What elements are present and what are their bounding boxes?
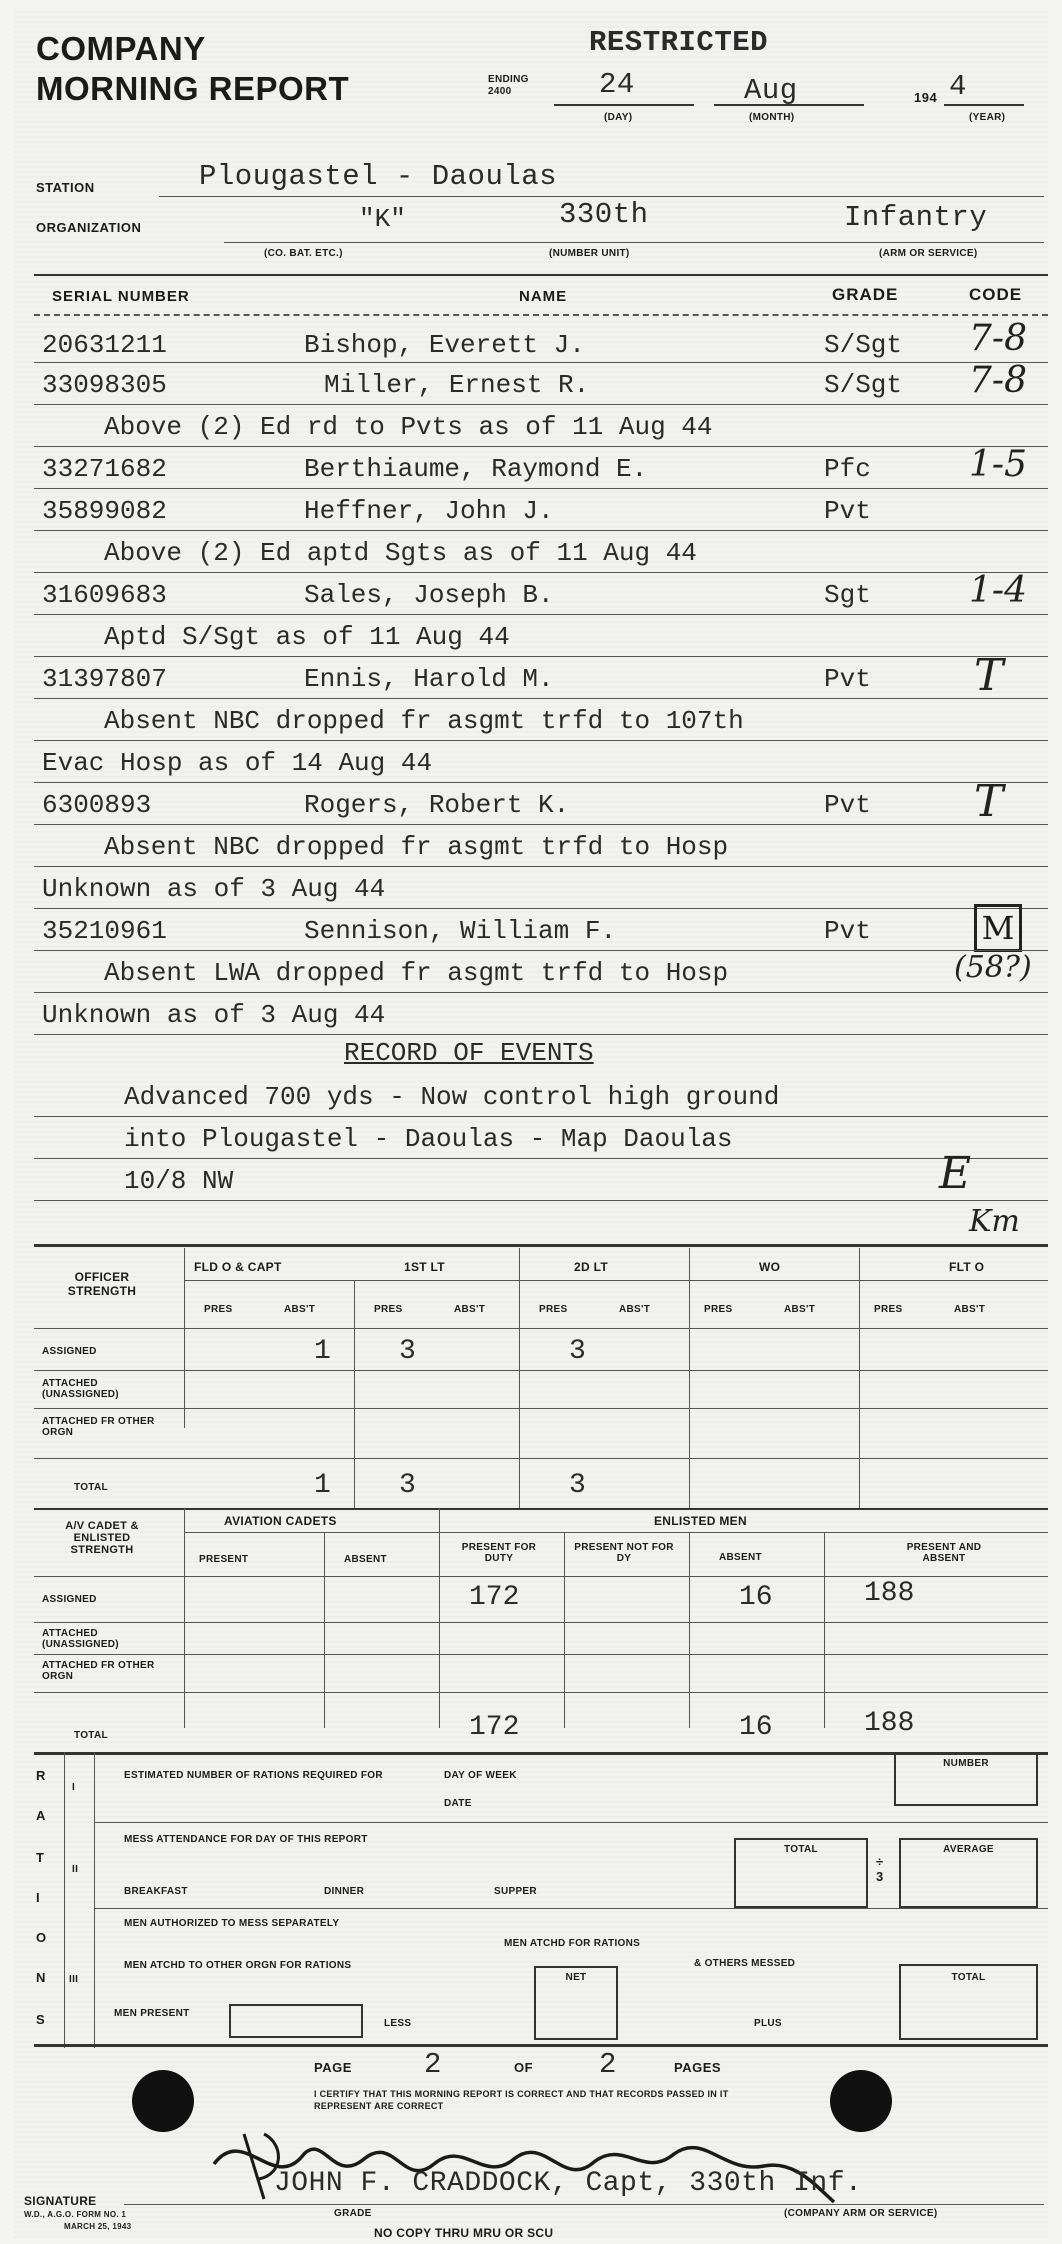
entry-serial: 33098305 (42, 370, 167, 400)
less-label: LESS (384, 2018, 412, 2029)
form-date: MARCH 25, 1943 (64, 2222, 132, 2231)
men-present-label: MEN PRESENT (114, 2008, 190, 2019)
org-caption: (COMPANY ARM OR SERVICE) (784, 2208, 938, 2219)
entry-code-box: M (974, 904, 1022, 952)
entry-code: T (974, 650, 1004, 701)
record-of-events-heading: RECORD OF EVENTS (344, 1038, 594, 1068)
entry-name: Miller, Ernest R. (324, 370, 590, 400)
officer-group-2: 1ST LT (404, 1260, 445, 1274)
entry-serial: 35210961 (42, 916, 167, 946)
grade-label: GRADE (334, 2208, 372, 2219)
officer-subcol: PRES (374, 1304, 403, 1315)
rations-letter: I (36, 1890, 41, 1905)
enlisted-strength-label: A/V CADET & ENLISTED STRENGTH (65, 1520, 139, 1556)
event-line-2: into Plougastel - Daoulas - Map Daoulas (124, 1124, 733, 1154)
entry-name: Heffner, John J. (304, 496, 554, 526)
entry-code: (58?) (954, 950, 1032, 985)
officer-assigned-fld-abs: 1 (314, 1336, 331, 1367)
officer-assigned-2lt-pres: 3 (569, 1336, 586, 1367)
officer-subcol: ABS'T (619, 1304, 651, 1315)
officer-subcol: PRES (704, 1304, 733, 1315)
officer-subcol: ABS'T (954, 1304, 986, 1315)
enlisted-row-attached-other: ATTACHED FR OTHER ORGN (42, 1660, 155, 1682)
grade-header: GRADE (832, 285, 899, 304)
signer-name: JOHN F. CRADDOCK, Capt, 330th Inf. (274, 2168, 863, 2199)
average-box (899, 1838, 1038, 1908)
page-label: PAGE (314, 2060, 352, 2075)
entry-grade: S/Sgt (824, 370, 903, 400)
punch-hole-left (132, 2070, 194, 2132)
entry-note: Unknown as of 3 Aug 44 (42, 1000, 386, 1030)
page-number: 2 (424, 2048, 442, 2081)
aviation-cadets-label: AVIATION CADETS (224, 1514, 337, 1528)
enl-col: ABSENT (719, 1552, 762, 1563)
rations-letter: T (36, 1850, 45, 1865)
organization-regiment: 330th (559, 198, 649, 231)
officer-row-assigned: ASSIGNED (42, 1346, 97, 1357)
entry-serial: 31397807 (42, 664, 167, 694)
rations-letter: R (36, 1768, 46, 1783)
entry-grade: Sgt (824, 580, 871, 610)
arm-caption: (ARM OR SERVICE) (879, 248, 978, 259)
rations-total-label: TOTAL (951, 1972, 986, 1983)
entry-serial: 20631211 (42, 330, 167, 360)
officer-subcol: ABS'T (284, 1304, 316, 1315)
rations-letter: A (36, 1808, 46, 1823)
form-number: W.D., A.G.O. FORM NO. 1 (24, 2210, 127, 2219)
entry-name: Sales, Joseph B. (304, 580, 554, 610)
entry-serial: 33271682 (42, 454, 167, 484)
officer-group-1: FLD O & CAPT (194, 1260, 282, 1274)
enl-col: ABSENT (344, 1554, 387, 1565)
dinner-label: DINNER (324, 1886, 365, 1897)
signature-label: SIGNATURE (24, 2194, 97, 2208)
officer-total-2lt-pres: 3 (569, 1470, 586, 1501)
classification-stamp: RESTRICTED (589, 26, 769, 59)
officer-assigned-1lt-pres: 3 (399, 1336, 416, 1367)
certification-text: I CERTIFY THAT THIS MORNING REPORT IS CORRECT AND THAT RECORDS PASSED IN IT REPRESENT ARE CORRECT (314, 2089, 729, 2111)
entry-grade: Pfc (824, 454, 871, 484)
enl-col: PRESENT NOT FOR DY (574, 1542, 674, 1564)
rations-section-1: I (72, 1782, 76, 1793)
entry-code: 1-5 (969, 444, 1027, 485)
estimated-rations-label: ESTIMATED NUMBER OF RATIONS REQUIRED FOR (124, 1770, 383, 1781)
number-label: NUMBER (943, 1758, 989, 1769)
officer-subcol: PRES (204, 1304, 233, 1315)
entry-note: Absent NBC dropped fr asgmt trfd to Hosp (104, 832, 729, 862)
event-initials: E (939, 1148, 972, 1199)
enl-assigned-present-duty: 172 (469, 1582, 520, 1613)
officer-subcol: PRES (874, 1304, 903, 1315)
officer-group-5: FLT O (949, 1260, 985, 1274)
entry-code: T (974, 776, 1004, 827)
date-label: DATE (444, 1798, 472, 1809)
entry-name: Bishop, Everett J. (304, 330, 585, 360)
entry-serial: 31609683 (42, 580, 167, 610)
enl-assigned-total: 188 (864, 1578, 915, 1609)
entry-note: Absent NBC dropped fr asgmt trfd to 107th (104, 706, 744, 736)
officer-group-4: WO (759, 1260, 781, 1274)
entry-serial: 6300893 (42, 790, 152, 820)
officer-total-fld-abs: 1 (314, 1470, 331, 1501)
men-present-box (229, 2004, 363, 2038)
entry-name: Ennis, Harold M. (304, 664, 554, 694)
report-year: 4 (949, 70, 967, 103)
pages-label: PAGES (674, 2060, 722, 2075)
enlisted-row-total: TOTAL (74, 1730, 108, 1741)
entry-grade: S/Sgt (824, 330, 903, 360)
regiment-caption: (NUMBER UNIT) (549, 248, 630, 259)
atchd-for-rations-label: MEN ATCHD FOR RATIONS (504, 1938, 641, 1949)
name-header: NAME (519, 288, 568, 305)
event-line-1: Advanced 700 yds - Now control high ground (124, 1082, 780, 1112)
rations-total-box (899, 1964, 1038, 2040)
enl-total-present-absent: 188 (864, 1708, 915, 1739)
entry-code: 1-4 (969, 570, 1027, 611)
officer-row-attached: ATTACHED (UNASSIGNED) (42, 1378, 119, 1400)
plus-label: PLUS (754, 2018, 782, 2029)
officer-group-3: 2D LT (574, 1260, 608, 1274)
divide-by-three: ÷ 3 (876, 1854, 884, 1884)
year-caption: (YEAR) (969, 112, 1006, 123)
entry-code: 7-8 (969, 360, 1027, 401)
report-day: 24 (599, 68, 635, 101)
of-label: OF (514, 2060, 534, 2075)
officer-total-1lt-pres: 3 (399, 1470, 416, 1501)
entry-name: Sennison, William F. (304, 916, 617, 946)
organization-arm: Infantry (844, 201, 988, 234)
total-label: TOTAL (784, 1844, 818, 1855)
rations-letter: S (36, 2012, 46, 2027)
entry-note: Above (2) Ed rd to Pvts as of 11 Aug 44 (104, 412, 713, 442)
event-line-3: 10/8 NW (124, 1166, 234, 1196)
enlisted-row-assigned: ASSIGNED (42, 1594, 97, 1605)
attached-other-label: MEN ATCHD TO OTHER ORGN FOR RATIONS (124, 1960, 352, 1971)
authorized-mess-label: MEN AUTHORIZED TO MESS SEPARATELY (124, 1918, 340, 1929)
month-caption: (MONTH) (749, 112, 795, 123)
entry-grade: Pvt (824, 916, 871, 946)
code-header: CODE (969, 285, 1023, 304)
serial-number-header: SERIAL NUMBER (52, 288, 190, 305)
entry-note: Unknown as of 3 Aug 44 (42, 874, 386, 904)
rations-letter: N (36, 1970, 46, 1985)
organization-unit: "K" (359, 204, 406, 234)
day-of-week-label: DAY OF WEEK (444, 1770, 517, 1781)
year-prefix: 194 (914, 90, 938, 105)
others-messed-label: & OTHERS MESSED (694, 1958, 796, 1969)
officer-row-total: TOTAL (74, 1482, 108, 1493)
rations-section-2: II (72, 1864, 79, 1875)
entry-grade: Pvt (824, 664, 871, 694)
enl-col: PRESENT (199, 1554, 249, 1565)
bottom-note: NO COPY THRU MRU OR SCU (374, 2226, 554, 2240)
net-box (534, 1966, 618, 2040)
officer-strength-label: OFFICER STRENGTH (67, 1270, 137, 1298)
form-title-line2: MORNING REPORT (36, 70, 350, 107)
average-label: AVERAGE (943, 1844, 994, 1855)
entry-note: Aptd S/Sgt as of 11 Aug 44 (104, 622, 510, 652)
enl-assigned-absent: 16 (739, 1582, 773, 1613)
station-label: STATION (36, 180, 95, 195)
event-mark: Km (969, 1204, 1020, 1239)
pages-number: 2 (599, 2048, 617, 2081)
entry-note: Absent LWA dropped fr asgmt trfd to Hosp (104, 958, 729, 988)
form-title-line1: COMPANY (36, 30, 206, 67)
breakfast-label: BREAKFAST (124, 1886, 188, 1897)
entry-grade: Pvt (824, 496, 871, 526)
morning-report-form (14, 8, 1048, 2238)
entry-code: 7-8 (969, 318, 1027, 359)
entry-serial: 35899082 (42, 496, 167, 526)
station-value: Plougastel - Daoulas (199, 160, 558, 193)
officer-subcol: ABS'T (454, 1304, 486, 1315)
entry-name: Rogers, Robert K. (304, 790, 570, 820)
number-box (894, 1752, 1038, 1806)
net-label: NET (565, 1972, 587, 1983)
enl-total-absent: 16 (739, 1712, 773, 1743)
supper-label: SUPPER (494, 1886, 537, 1897)
rations-letter: O (36, 1930, 47, 1945)
officer-subcol: ABS'T (784, 1304, 816, 1315)
day-caption: (DAY) (604, 112, 633, 123)
officer-row-attached-other: ATTACHED FR OTHER ORGN (42, 1416, 155, 1438)
entry-note: Above (2) Ed aptd Sgts as of 11 Aug 44 (104, 538, 697, 568)
total-box (734, 1838, 868, 1908)
rations-section-3: III (69, 1974, 79, 1985)
entry-name: Berthiaume, Raymond E. (304, 454, 648, 484)
enl-col: PRESENT FOR DUTY (461, 1542, 537, 1564)
officer-subcol: PRES (539, 1304, 568, 1315)
organization-label: ORGANIZATION (36, 220, 142, 235)
enl-col: PRESENT AND ABSENT (906, 1542, 982, 1564)
report-month: Aug (744, 74, 798, 107)
enlisted-men-label: ENLISTED MEN (654, 1514, 747, 1528)
entry-note: Evac Hosp as of 14 Aug 44 (42, 748, 433, 778)
mess-attendance-label: MESS ATTENDANCE FOR DAY OF THIS REPORT (124, 1834, 368, 1845)
ending-label: ENDING 2400 (488, 74, 529, 97)
unit-caption: (CO. BAT. ETC.) (264, 248, 343, 259)
enlisted-row-attached: ATTACHED (UNASSIGNED) (42, 1628, 119, 1650)
enl-total-present-duty: 172 (469, 1712, 520, 1743)
entry-grade: Pvt (824, 790, 871, 820)
